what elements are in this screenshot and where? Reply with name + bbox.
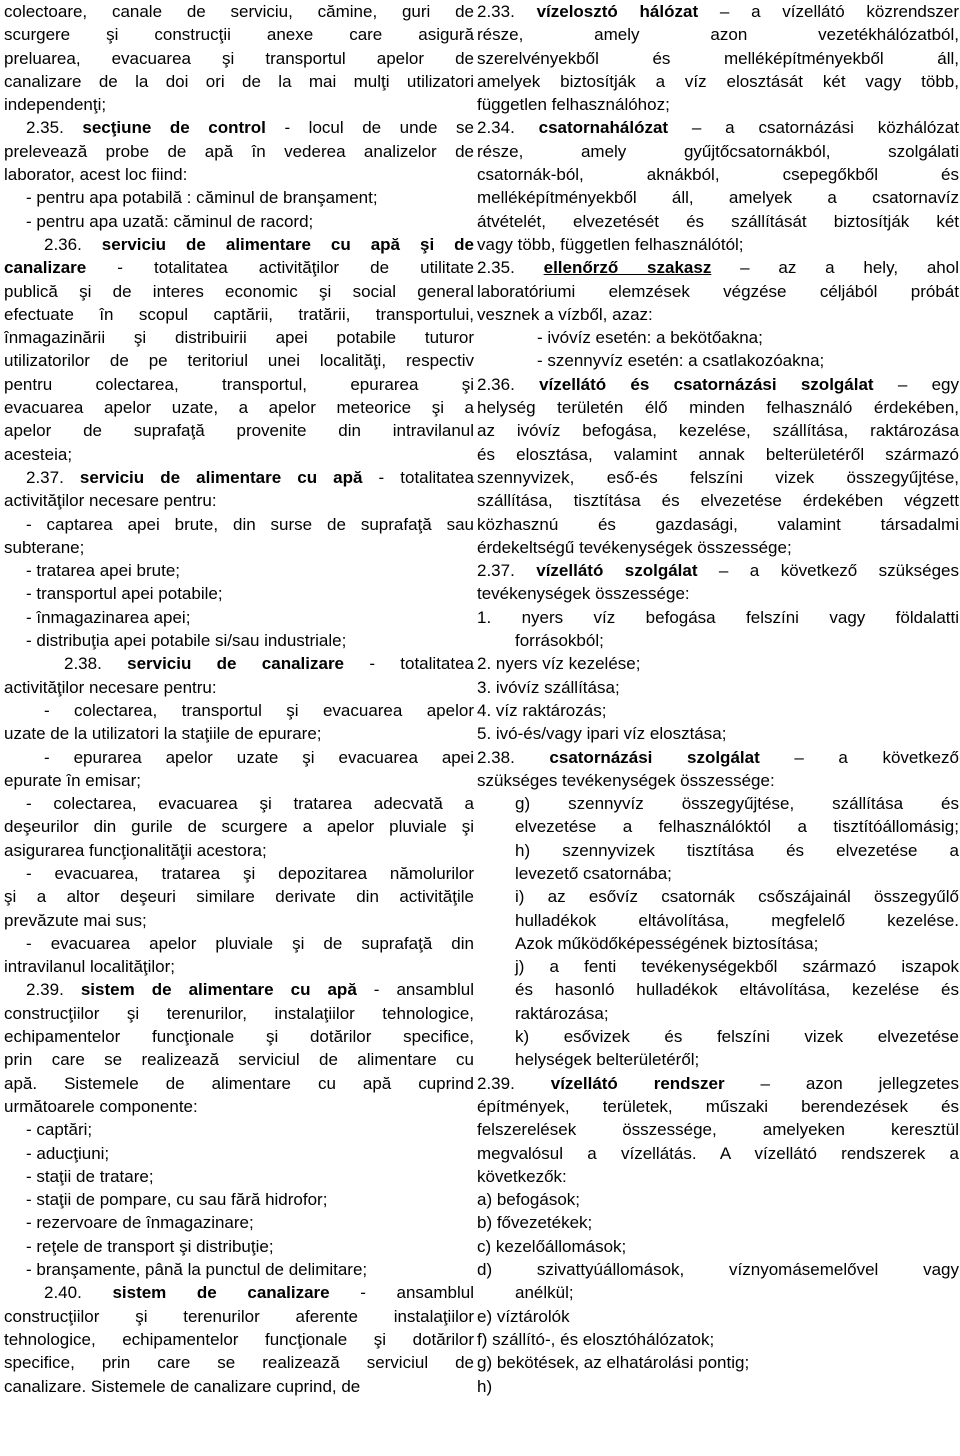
left-text-line: - pentru apa potabilă : căminul de branşament; [26,188,378,208]
right-text-line: szükséges tevékenységek összessége: [477,770,775,790]
left-text-line: colectoare, canale de serviciu, cămine, guri de [4,2,474,21]
hungarian-column [477,0,959,1398]
left-text-line: prelevează probe de apă în vederea analizelor de [4,141,474,161]
left-text-line: - reţele de transport şi distribuţie; [26,1236,274,1256]
right-text-line: raktározása; [515,1003,609,1023]
right-text-line: anélkül; [515,1283,574,1303]
left-text-line: 2.36. serviciu de alimentare cu apă şi de [44,234,474,254]
right-text-line: 2. nyers víz kezelése; [477,654,641,674]
left-text-line: uzate de la utilizatori la staţiile de epurare; [4,724,322,744]
right-text-line: építmények, területek, műszaki berendezések és [477,1096,959,1116]
left-text-line: construcţiilor şi terenurilor aferente instalaţiilor [4,1306,474,1326]
left-text-line: următoarele componente: [4,1096,198,1116]
right-text-line: forrásokból; [515,631,604,651]
right-text-line: 1. nyers víz befogása felszíni vagy földalatti [477,607,959,627]
right-text-line: 2.34. csatornahálózat – a csatornázási közhálózat [477,118,959,138]
left-text-line: independenţi; [4,95,107,115]
left-text-line: construcţiilor şi terenurilor, instalaţiilor tehnologice, [4,1003,474,1023]
right-text-line: része, amely gyűjtőcsatornákból, szolgálati [477,141,959,161]
right-text-line: helység területén élő minden felhasználó érdekében, [477,398,959,418]
left-text-line: - colectarea, transportul şi evacuarea apelor [44,700,474,720]
right-text-line: 5. ivó-és/vagy ipari víz elosztása; [477,724,727,744]
right-text-line: k) esővizek és felszíni vizek elvezetése [515,1027,959,1047]
left-text-line: intravilanul localităţilor; [4,957,176,977]
right-text-line: és elosztása, valamint annak belterületéről származó [477,444,959,464]
left-text-line: 2.40. sistem de canalizare - ansamblul [44,1283,474,1303]
right-text-line: felszerelések összessége, amelyeken keresztül [477,1120,959,1140]
left-text-line: - evacuarea apelor pluviale şi de suprafaţă din [26,933,474,953]
right-text-line: j) a fenti tevékenységekből származó iszapok [515,957,959,977]
right-text-line: c) kezelőállomások; [477,1236,627,1256]
left-text-line: asigurarea funcţionalităţii acestora; [4,840,267,860]
right-text-line: közhasznú és gazdasági, valamint társadalmi [477,514,959,534]
right-text-line: érdekeltségű tevékenységek összessége; [477,537,792,557]
right-text-line: levezető csatornába; [515,863,672,883]
right-text-line: és hasonló hulladékok eltávolítása, kezelése és [515,980,959,1000]
right-text-line: d) szivattyúállomások, víznyomásemelővel vagy [477,1260,959,1280]
left-text-line: - colectarea, evacuarea şi tratarea adecvată a [26,794,474,814]
left-text-line: tehnologice, echipamentelor funcţionale şi dotărilor [4,1329,474,1349]
left-text-line: pentru colectarea, transportul, epurarea şi [4,374,474,394]
right-text-line: az ivóvíz befogása, kezelése, szállítása, raktározása [477,421,959,441]
right-text-line: f) szállító-, és elosztóhálózatok; [477,1329,715,1349]
right-text-line: 2.38. csatornázási szolgálat – a következő [477,747,959,767]
right-text-line: g) bekötések, az elhatárolási pontig; [477,1353,750,1373]
left-text-line: canalizare - totalitatea activităţilor de utilitate [4,258,474,278]
left-text-line: - evacuarea, tratarea şi depozitarea nămolurilor [26,863,474,883]
left-text-line: activităţilor necesare pentru: [4,677,217,697]
left-text-line: - branşamente, până la punctul de delimitare; [26,1260,368,1280]
left-text-line: apă. Sistemele de alimentare cu apă cuprind [4,1073,474,1093]
right-text-line: h) szennyvizek tisztítása és elvezetése a [515,840,959,860]
right-text-line: szennyvizek, eső-és felszíni vizek összegyűjtése, [477,467,959,487]
left-text-line: evacuarea apelor uzate, a apelor meteorice şi a [4,398,474,418]
right-text-line: 4. víz raktározás; [477,700,607,720]
right-text-line: e) víztárolók [477,1306,570,1326]
left-text-line: - aducţiuni; [26,1143,110,1163]
right-text-line: vesznek a vízből, azaz: [477,304,653,324]
left-text-line: apelor de suprafaţă provenite din intravilanul [4,421,474,441]
left-text-line: efectuate în scopul captării, tratării, transportului, [4,304,474,324]
right-text-line: - ivóvíz esetén: a bekötőakna; [537,328,763,348]
left-text-line: scurgere şi construcţii anexe care asigură [4,25,474,45]
right-text-line: 2.35. ellenőrző szakasz – az a hely, ahol [477,258,959,278]
romanian-column [4,0,474,1398]
left-text-line: utilizatorilor de pe teritoriul unei localităţi, respectiv [4,351,474,371]
left-text-line: şi a altor deşeuri similare derivate din activităţile [4,887,474,907]
left-text-line: 2.39. sistem de alimentare cu apă - ansamblul [26,980,474,1000]
left-text-line: epurate în emisar; [4,770,142,790]
right-text-line: csatornák-ból, aknákból, csepegőkből és [477,165,959,185]
right-text-line: h) [477,1376,493,1396]
right-text-line: 2.37. vízellátó szolgálat – a következő szükséges [477,561,959,581]
left-text-line: 2.35. secţiune de control - locul de unde se [26,118,474,138]
left-text-line: - transportul apei potabile; [26,584,223,604]
left-text-line: 2.38. serviciu de canalizare - totalitatea [64,654,474,674]
right-text-line: 2.33. vízelosztó hálózat – a vízellátó közrendszer [477,2,959,21]
right-text-line: laboratóriumi elemzések végzése céljából próbát [477,281,959,301]
right-text-line: vagy több, független felhasználótól; [477,234,744,254]
left-text-line: - captarea apei brute, din surse de suprafaţă sau [26,514,474,534]
left-text-line: activităţilor necesare pentru: [4,491,217,511]
right-text-line: következők: [477,1166,567,1186]
left-text-line: canalizare. Sistemele de canalizare cuprind, de [4,1376,361,1396]
left-text-line: canalizare de la doi ori de la mai mulţi utilizatori [4,71,474,91]
right-text-line: g) szennyvíz összegyűjtése, szállítása és [515,794,959,814]
right-text-line: része, amely azon vezetékhálózatból, [477,25,959,45]
left-text-line: preluarea, evacuarea şi transportul apelor de [4,48,474,68]
left-text-line: acesteia; [4,444,73,464]
right-text-line: elvezetése a felhasználóktól a tisztítóállomásig; [515,817,959,837]
left-text-line: subterane; [4,537,85,557]
right-text-line: amelyek biztosítják a víz elosztását két vagy több, [477,71,959,91]
right-text-line: szerelvényekből és melléképítményekből áll, [477,48,959,68]
right-text-line: szállítása, tisztítása és elvezetése érdekében végzett [477,491,959,511]
right-text-line: átvételét, elvezetését és szállítását biztosítják két [477,211,959,231]
right-text-line: 2.39. vízellátó rendszer – azon jellegzetes [477,1073,959,1093]
right-text-line: - szennyvíz esetén: a csatlakozóakna; [537,351,825,371]
right-text-line: melléképítményekből áll, amelyek a csatornavíz [477,188,959,208]
left-text-line: - înmagazinarea apei; [26,607,191,627]
right-text-line: tevékenységek összessége: [477,584,690,604]
left-text-line: 2.37. serviciu de alimentare cu apă - totalitatea [26,467,474,487]
left-text-line: - tratarea apei brute; [26,561,181,581]
right-text-line: a) befogások; [477,1190,581,1210]
left-text-line: - captări; [26,1120,93,1140]
right-text-line: Azok működőképességének biztosítása; [515,933,819,953]
right-text-line: független felhasználóhoz; [477,95,670,115]
left-text-line: - pentru apa uzată: căminul de racord; [26,211,314,231]
left-text-line: - rezervoare de înmagazinare; [26,1213,254,1233]
right-text-line: helységek belterületéről; [515,1050,700,1070]
left-text-line: înmagazinării şi distribuirii apei potabile tuturor [4,328,474,348]
left-text-line: deşeurilor din gurile de scurgere a apelor pluviale şi [4,817,474,837]
left-text-line: - epurarea apelor uzate şi evacuarea apei [44,747,474,767]
left-text-line: - staţii de tratare; [26,1166,154,1186]
left-text-line: echipamentelor funcţionale şi dotărilor specifice, [4,1027,474,1047]
left-text-line: laborator, acest loc fiind: [4,165,188,185]
left-text-line: prin care se realizează serviciul de alimentare cu [4,1050,474,1070]
right-text-line: 3. ivóvíz szállítása; [477,677,620,697]
left-text-line: specifice, prin care se realizează serviciul de [4,1353,474,1373]
right-text-line: megvalósul a vízellátás. A vízellátó rendszerek a [477,1143,959,1163]
left-text-line: publică şi de interes economic şi social general [4,281,474,301]
right-text-line: 2.36. vízellátó és csatornázási szolgálat – egy [477,374,959,394]
left-text-line: prevăzute mai sus; [4,910,147,930]
right-text-line: i) az esővíz csatornák csőszájainál összegyűlő [515,887,959,907]
right-text-line: b) fővezetékek; [477,1213,593,1233]
right-text-line: hulladékok eltávolítása, megfelelő kezelése. [515,910,959,930]
left-text-line: - distribuţia apei potabile si/sau industriale; [26,631,347,651]
left-text-line: - staţii de pompare, cu sau fără hidrofor; [26,1190,328,1210]
